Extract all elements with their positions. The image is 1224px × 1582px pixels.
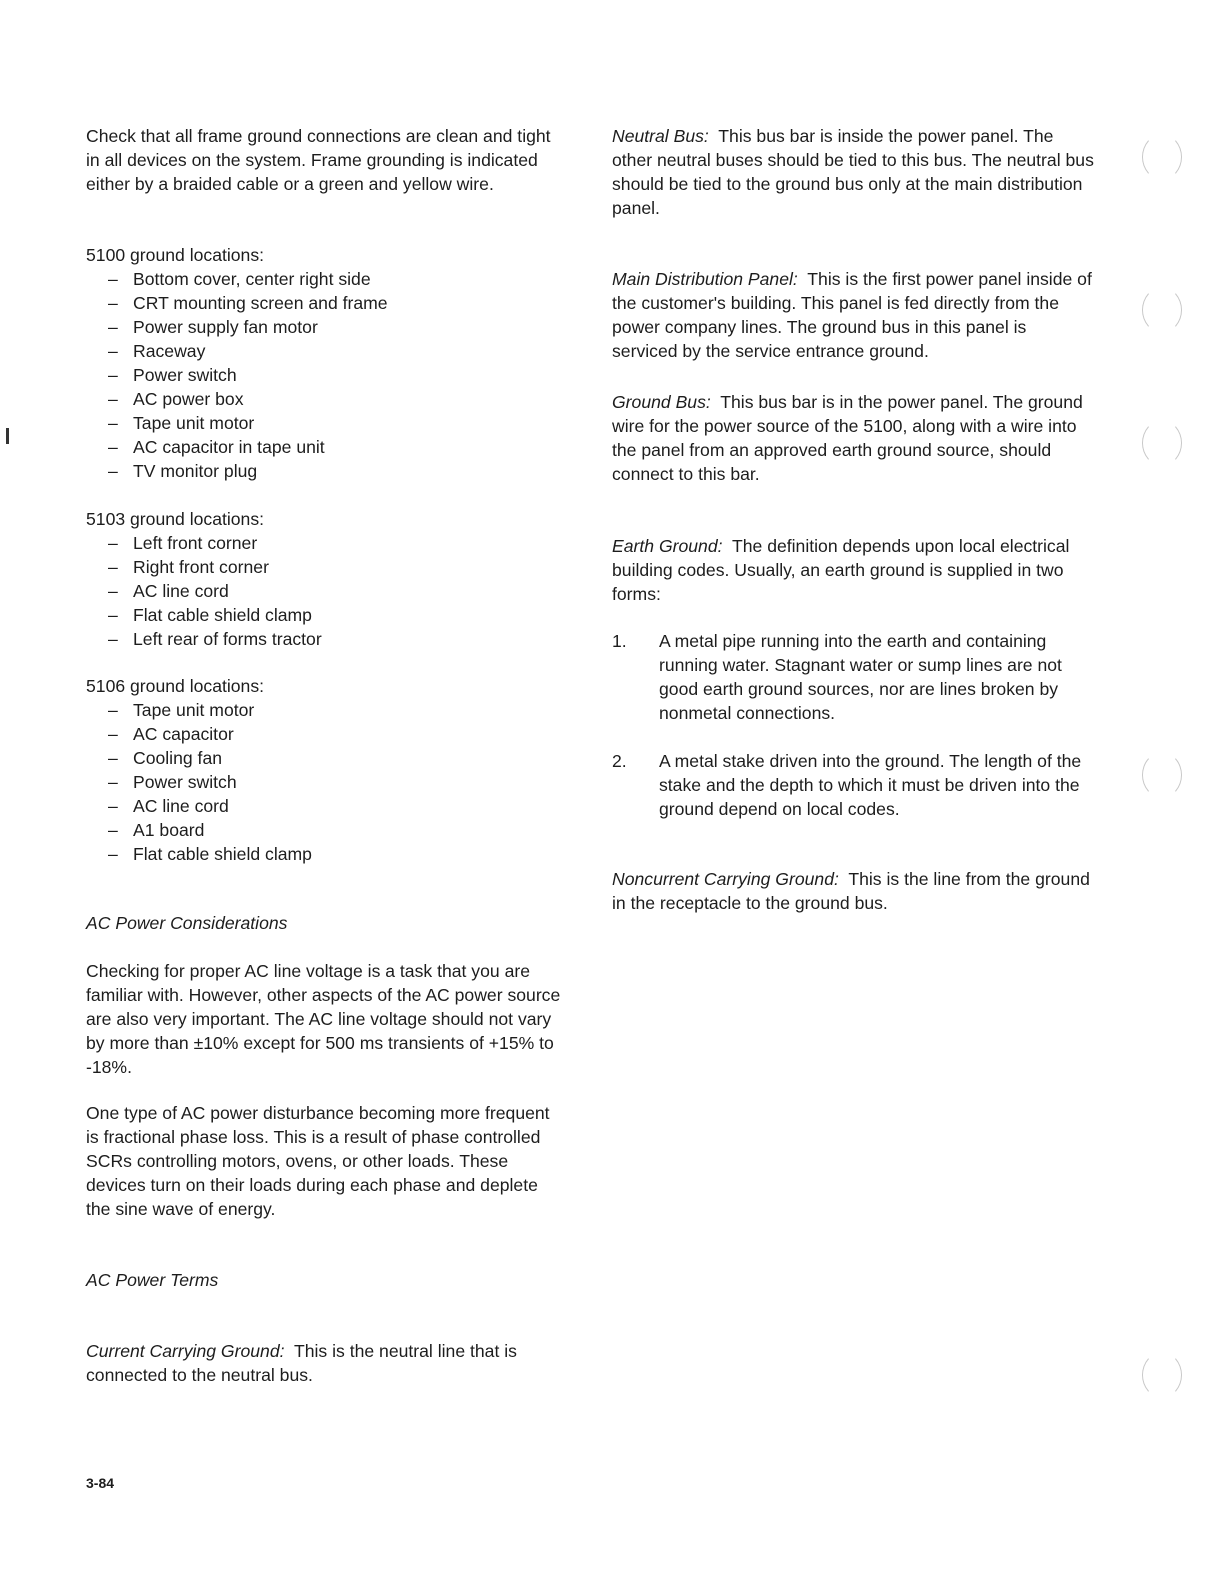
punch-hole-mark (1142, 134, 1182, 180)
term: Main Distribution Panel: (612, 269, 798, 289)
list-item: – Flat cable shield clamp (108, 844, 312, 864)
list-item: – TV monitor plug (108, 461, 258, 481)
ground-locations-5103 (86, 507, 566, 651)
ground-locations-5100-list (86, 267, 566, 483)
punch-hole-mark (1142, 752, 1182, 798)
ac-terms-heading: AC Power Terms (86, 1270, 219, 1290)
list-item: – Bottom cover, center right side (108, 269, 371, 289)
definition: This is the first power panel inside of the customer's building. This panel is fed directly from the power company lines. The ground bus in this panel is serviced by the service entrance ground. (612, 269, 1092, 361)
ground-locations-5103-list (86, 531, 566, 651)
list-item: – Flat cable shield clamp (108, 605, 312, 625)
punch-hole-mark (1142, 420, 1182, 466)
list-item: – Tape unit motor (108, 700, 255, 720)
ground-locations-5100 (86, 243, 566, 483)
list-item: – AC line cord (108, 581, 229, 601)
ground-locations-5106 (86, 674, 566, 866)
term: Neutral Bus: (612, 126, 709, 146)
page-number: 3-84 (86, 1475, 115, 1491)
current-carrying-ground-definition (86, 1339, 566, 1387)
ac-considerations-paragraph-2: One type of AC power disturbance becoming more frequent is fractional phase loss. This is a result of phase controlled SCRs controlling motors, ovens, or other loads. These devices turn on their loads during each phase and deplete the sine wave of energy. (86, 1103, 550, 1219)
scan-artifact (6, 428, 9, 444)
list-item: – AC capacitor (108, 724, 234, 744)
definition: This bus bar is in the power panel. The ground wire for the power source of the 5100, along with a wire into the panel from an approved earth ground source, should connect to this bar. (612, 392, 1083, 484)
ground-locations-5100-heading: 5100 ground locations: (86, 245, 265, 265)
ac-considerations-heading: AC Power Considerations (86, 913, 288, 933)
term: Earth Ground: (612, 536, 723, 556)
definition: This is the line from the ground in the receptacle to the ground bus. (612, 869, 1090, 913)
list-item: – Power supply fan motor (108, 317, 318, 337)
ground-bus-definition (612, 390, 1094, 486)
list-item: – Tape unit motor (108, 413, 255, 433)
term: Current Carrying Ground: (86, 1341, 285, 1361)
list-item: – Left front corner (108, 533, 258, 553)
list-item: – Left rear of forms tractor (108, 629, 322, 649)
list-item: – AC power box (108, 389, 244, 409)
intro-paragraph: Check that all frame ground connections are clean and tight in all devices on the system. Frame grounding is indicated either by a braided cable or a green and yellow wire. (86, 126, 551, 194)
list-item: 2. A metal stake driven into the ground. The length of the stake and the depth to which it must be driven into the ground depend on local codes. (612, 751, 1082, 819)
ground-locations-5106-list (86, 698, 566, 866)
ground-locations-5103-heading: 5103 ground locations: (86, 509, 265, 529)
definition: This is the neutral line that is connected to the neutral bus. (86, 1341, 517, 1385)
punch-hole-mark (1142, 1352, 1182, 1398)
list-item: – Right front corner (108, 557, 269, 577)
list-item: – AC capacitor in tape unit (108, 437, 325, 457)
list-item: 1. A metal pipe running into the earth and containing running water. Stagnant water or sump lines are not good earth ground sources, nor are lines broken by nonmetal connections. (612, 631, 1062, 723)
main-distribution-panel-definition (612, 267, 1094, 363)
definition: The definition depends upon local electrical building codes. Usually, an earth ground is supplied in two forms: (612, 536, 1070, 604)
list-item: – AC line cord (108, 796, 229, 816)
term: Noncurrent Carrying Ground: (612, 869, 839, 889)
list-item: – A1 board (108, 820, 205, 840)
earth-ground-forms-list (612, 629, 1094, 821)
neutral-bus-definition (612, 124, 1094, 220)
list-item: – Cooling fan (108, 748, 223, 768)
noncurrent-carrying-ground-definition (612, 867, 1094, 915)
list-item: – Power switch (108, 365, 237, 385)
punch-hole-mark (1142, 287, 1182, 333)
definition: This bus bar is inside the power panel. The other neutral buses should be tied to this bus. The neutral bus should be tied to the ground bus only at the main distribution panel. (612, 126, 1094, 218)
list-item: – CRT mounting screen and frame (108, 293, 388, 313)
earth-ground-definition (612, 534, 1094, 606)
term: Ground Bus: (612, 392, 711, 412)
list-item: – Power switch (108, 772, 237, 792)
ac-considerations-paragraph-1: Checking for proper AC line voltage is a task that you are familiar with. However, other aspects of the AC power source are also very important. The AC line voltage should not vary by more than ±10% except for 500 ms transients of +15% to -18%. (86, 961, 561, 1077)
ground-locations-5106-heading: 5106 ground locations: (86, 676, 265, 696)
list-item: – Raceway (108, 341, 206, 361)
